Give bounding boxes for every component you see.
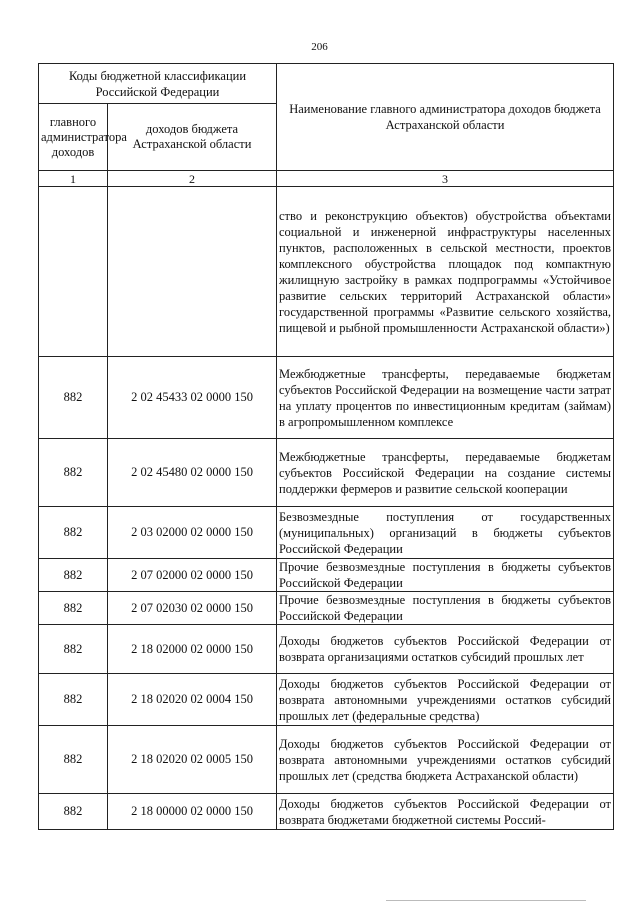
income-code-cell — [108, 187, 277, 357]
income-name-cell: Межбюджетные трансферты, передаваемые бюджетам субъектов Российской Федерации на создание системы поддержки фермеров и развитие сельской кооперации — [277, 439, 614, 507]
column-number-row — [39, 171, 614, 187]
table-row — [39, 187, 614, 357]
income-name-cell: ство и реконструкцию объектов) обустройства объектами социальной и инженерной инфраструктуры населенных пунктов, расположенных в сельской местности, проектов комплексного обустройства площадок под компактную жилищную застройку в рамках подпрограммы «Устойчивое развитие сельских территорий Астраханской области» государственной программы «Развитие сельского хозяйства, пищевой и рыбной промышленности Астраханской области») — [277, 187, 614, 357]
header-codes-title: Коды бюджетной классификации Российской Федерации — [39, 64, 277, 104]
header-admin-code: главного администратора доходов — [39, 104, 108, 171]
income-name-cell: Доходы бюджетов субъектов Российской Федерации от возврата организациями остатков субсидий прошлых лет — [277, 625, 614, 674]
header-row — [39, 64, 614, 104]
income-name-cell: Прочие безвозмездные поступления в бюджеты субъектов Российской Федерации — [277, 592, 614, 625]
admin-code-cell: 882 — [39, 592, 108, 625]
table-row — [39, 726, 614, 794]
income-code-cell: 2 03 02000 02 0000 150 — [108, 507, 277, 559]
income-code-cell: 2 18 00000 02 0000 150 — [108, 794, 277, 830]
income-name-cell: Доходы бюджетов субъектов Российской Федерации от возврата бюджетами бюджетной системы Россий- — [277, 794, 614, 830]
admin-code-cell: 882 — [39, 625, 108, 674]
table-row — [39, 592, 614, 625]
income-name-cell: Доходы бюджетов субъектов Российской Федерации от возврата автономными учреждениями остатков субсидий прошлых лет (федеральные средства) — [277, 674, 614, 726]
admin-code-cell: 882 — [39, 439, 108, 507]
income-name-cell: Межбюджетные трансферты, передаваемые бюджетам субъектов Российской Федерации на возмещение части затрат на уплату процентов по инвестиционным кредитам (займам) в агропромышленном комплексе — [277, 357, 614, 439]
table-row — [39, 357, 614, 439]
table-row — [39, 674, 614, 726]
income-name-cell: Безвозмездные поступления от государственных (муниципальных) организаций в бюджеты субъектов Российской Федерации — [277, 507, 614, 559]
table-row — [39, 507, 614, 559]
column-number-1: 1 — [39, 171, 108, 187]
admin-code-cell: 882 — [39, 507, 108, 559]
table-row — [39, 559, 614, 592]
admin-code-cell: 882 — [39, 559, 108, 592]
admin-code-cell — [39, 187, 108, 357]
header-income-code: доходов бюджета Астраханской области — [108, 104, 277, 171]
scan-margin-line — [386, 900, 586, 901]
income-name-cell: Прочие безвозмездные поступления в бюджеты субъектов Российской Федерации — [277, 559, 614, 592]
header-admin-name: Наименование главного администратора доходов бюджета Астраханской области — [277, 64, 614, 171]
admin-code-cell: 882 — [39, 674, 108, 726]
admin-code-cell: 882 — [39, 357, 108, 439]
table-row — [39, 794, 614, 830]
income-code-cell: 2 02 45480 02 0000 150 — [108, 439, 277, 507]
income-name-cell: Доходы бюджетов субъектов Российской Федерации от возврата автономными учреждениями остатков субсидий прошлых лет (средства бюджета Астраханской области) — [277, 726, 614, 794]
income-code-cell: 2 07 02030 02 0000 150 — [108, 592, 277, 625]
column-number-2: 2 — [108, 171, 277, 187]
income-code-cell: 2 07 02000 02 0000 150 — [108, 559, 277, 592]
admin-code-cell: 882 — [39, 794, 108, 830]
table-row — [39, 625, 614, 674]
page-number: 206 — [311, 41, 328, 53]
income-code-cell: 2 18 02020 02 0004 150 — [108, 674, 277, 726]
budget-classification-table — [38, 63, 614, 830]
income-code-cell: 2 02 45433 02 0000 150 — [108, 357, 277, 439]
admin-code-cell: 882 — [39, 726, 108, 794]
column-number-3: 3 — [277, 171, 614, 187]
income-code-cell: 2 18 02000 02 0000 150 — [108, 625, 277, 674]
table-row — [39, 439, 614, 507]
income-code-cell: 2 18 02020 02 0005 150 — [108, 726, 277, 794]
